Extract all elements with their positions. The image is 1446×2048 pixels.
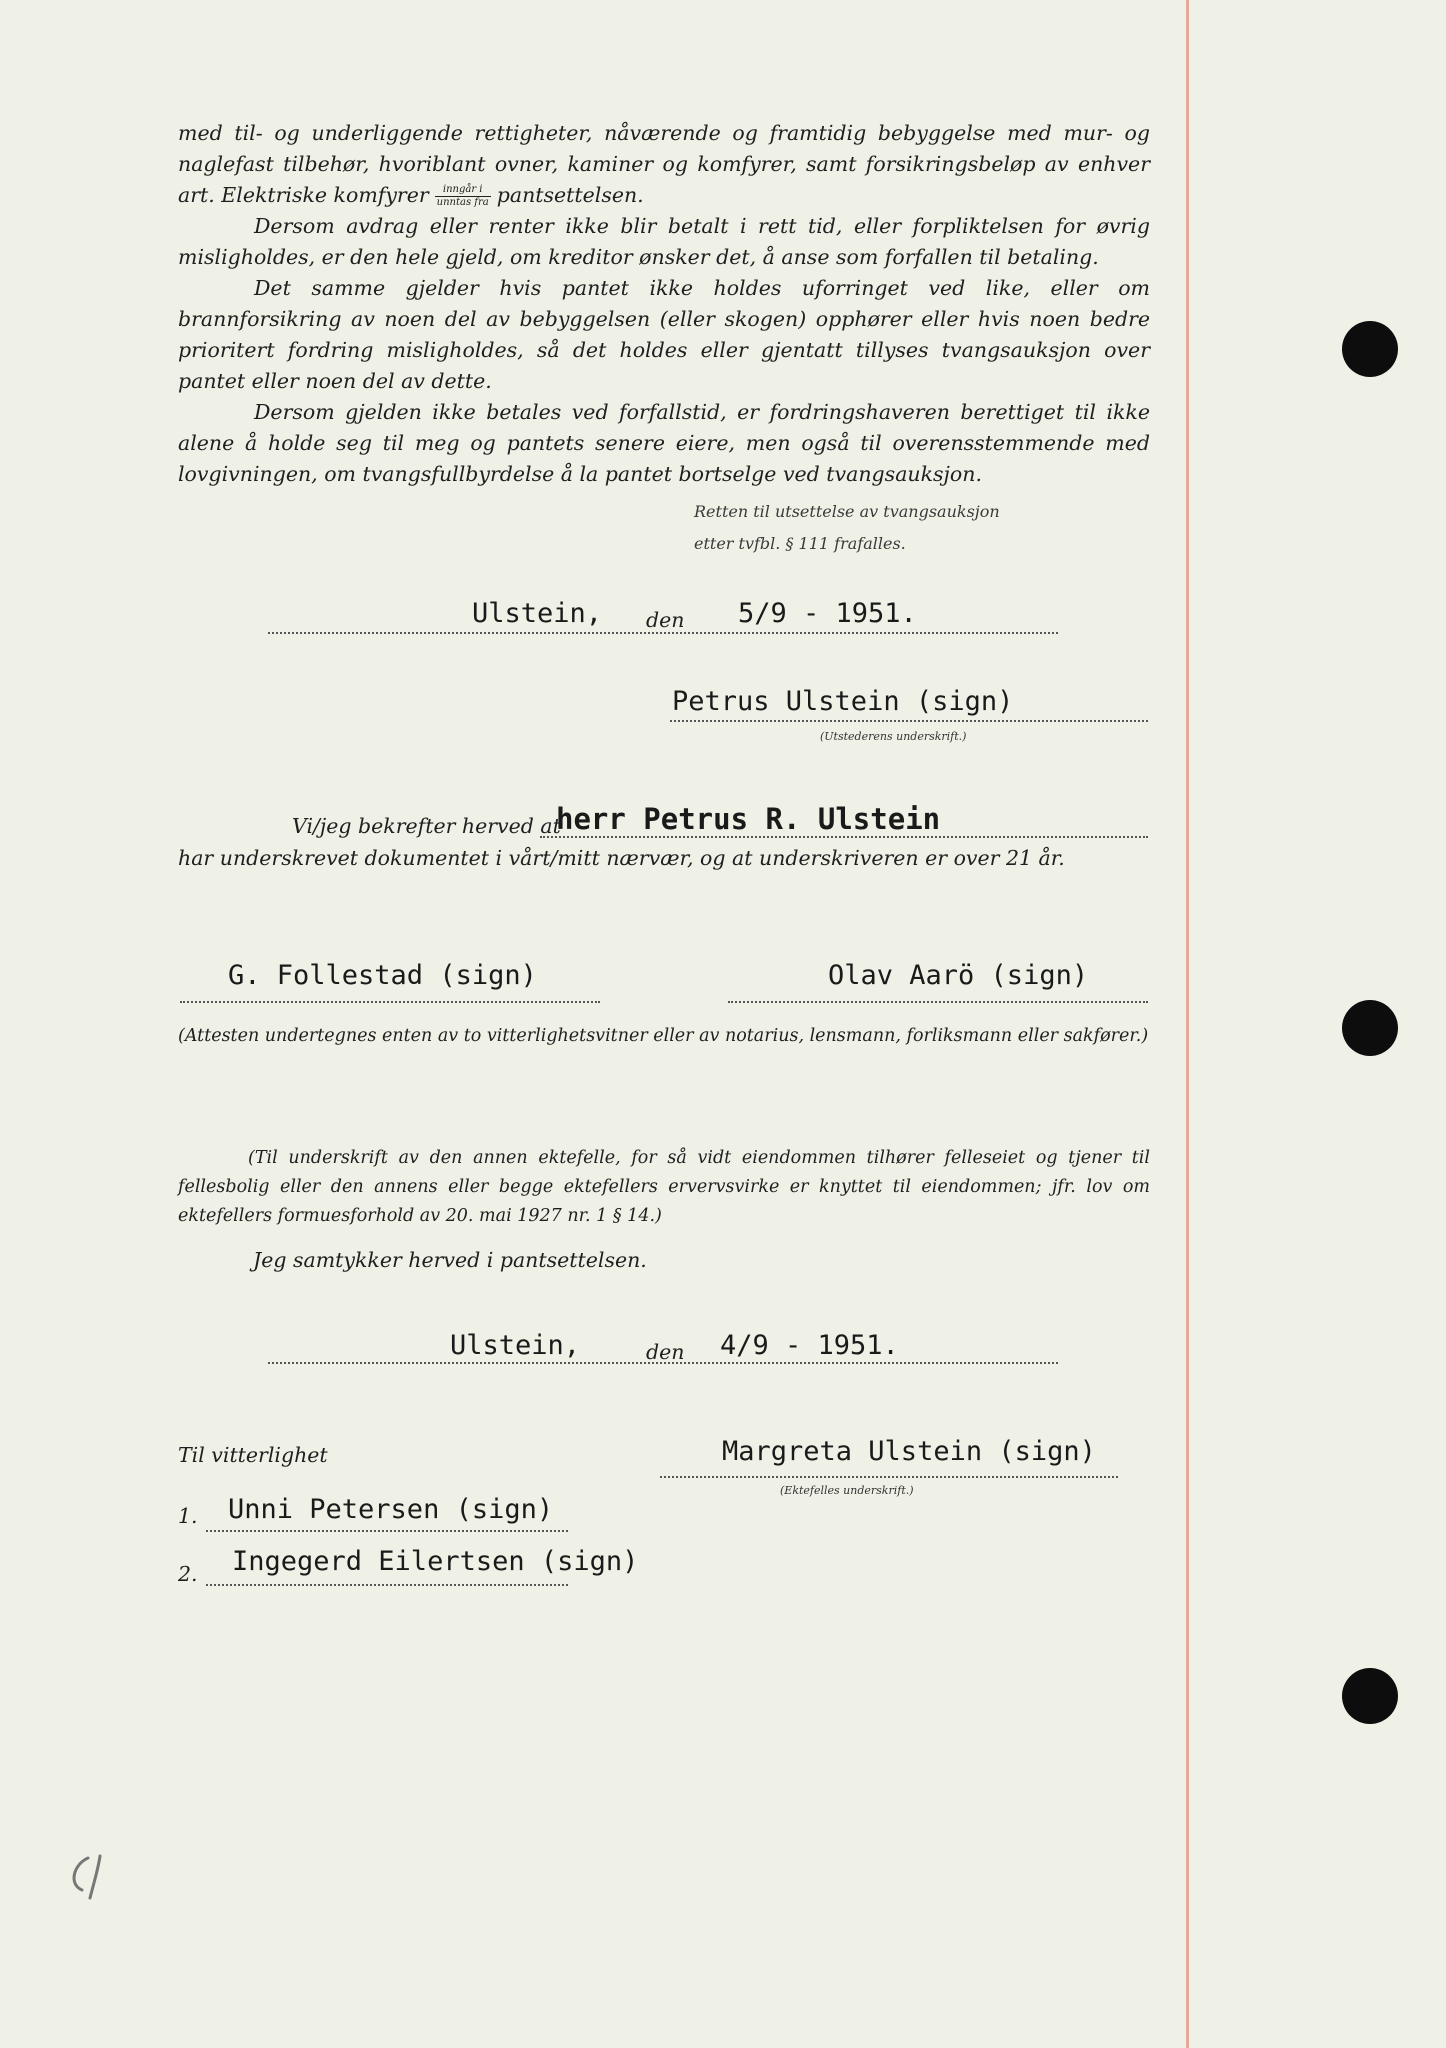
issue-place: Ulstein,	[472, 598, 603, 629]
attest-label: Til vitterlighet	[178, 1443, 328, 1467]
witness-2-number: 2.	[178, 1562, 198, 1586]
issuer-signature: Petrus Ulstein (sign)	[672, 686, 1014, 717]
spouse-caption: (Ektefelles underskrift.)	[780, 1484, 914, 1497]
terms-paragraph-1: med til- og underliggende rettigheter, nåværende og framtidig bebyggelse med mur- og naglefast tilbehør, hvoriblant ovner, kaminer og komfyrer, samt forsikringsbeløp av enhver art. Elektriske komfyrer	[178, 121, 1150, 207]
terms-paragraph-2: Dersom avdrag eller renter ikke blir betalt i rett tid, eller forpliktelsen for øvrig misligholdes, er den hele gjeld, om kreditor ønsker det, å anse som forfallen til betaling.	[178, 214, 1150, 269]
confirm-lead: Vi/jeg bekrefter herved at	[292, 814, 561, 838]
witness-left-signature: G. Follestad (sign)	[228, 960, 537, 991]
margin-pencil-mark	[60, 1846, 120, 1916]
witness-2-signature: Ingegerd Eilertsen (sign)	[232, 1546, 639, 1577]
issue2-line	[268, 1362, 1058, 1364]
confirm-rest: har underskrevet dokumentet i vårt/mitt nærvær, og at underskriveren er over 21 år.	[178, 846, 1065, 870]
punch-hole	[1342, 321, 1398, 377]
witness-note: (Attesten undertegnes enten av to vitterlighetsvitner eller av notarius, lensmann, forliksmann eller sakfører.)	[178, 1026, 1149, 1046]
issue-line	[268, 632, 1058, 634]
terms-text: med til- og underliggende rettigheter, nåværende og framtidig bebyggelse med mur- og naglefast tilbehør, hvoriblant ovner, kaminer og komfyrer, samt forsikringsbeløp av enhver art. Elektriske komfyrer $\frac{\text{inngår i}}{\text{unntas fra}}$ pantsettelsen. Dersom avdrag eller renter ikke blir betalt i rett tid, eller forpliktelsen for øvrig misligholdes, er den hele gjeld, om kreditor ønsker det, å anse som forfallen til betaling. Det samme gjelder hvis pantet ikke holdes uforringet ved like, eller om brannforsikring av noen del av bebyggelsen (eller skogen) opphører eller hvis noen bedre prioritert fordring misligholdes, så det holdes eller gjentatt tillyses tvangsauksjon over pantet eller noen del av dette. Dersom gjelden ikke betales ved forfallstid, er fordringshaveren berettiget til ikke alene å holde seg til meg og pantets senere eiere, men også til overensstemmende med lovgivningen, om tvangsfullbyrdelse å la pantet bortselge ved tvangsauksjon.	[178, 118, 1150, 490]
issue2-date: 4/9 - 1951.	[720, 1330, 899, 1361]
confirm-line	[540, 836, 1148, 838]
punch-hole	[1342, 1000, 1398, 1056]
witness-1-signature: Unni Petersen (sign)	[228, 1494, 554, 1525]
stamp-line-1: Retten til utsettelse av tvangsauksjon	[694, 502, 1000, 521]
issue2-place: Ulstein,	[450, 1330, 581, 1361]
witness-right-signature: Olav Aarö (sign)	[828, 960, 1089, 991]
witness-1-line	[206, 1530, 568, 1532]
witness-1-number: 1.	[178, 1504, 198, 1528]
issuer-caption: (Utstederens underskrift.)	[820, 730, 967, 743]
witness-left-line	[180, 1001, 600, 1003]
margin-rule	[1186, 0, 1189, 2048]
witness-right-line	[728, 1001, 1148, 1003]
issue-den-label: den	[646, 608, 685, 632]
spouse-note: (Til underskrift av den annen ektefelle, for så vidt eiendommen tilhører felleseiet og tjener til fellesbolig eller den annens eller begge ektefellers ervervsvirke er knyttet til eiendommen; jfr. lov om ektefellers formuesforhold av 20. mai 1927 nr. 1 § 14.)	[178, 1148, 1150, 1226]
witness-2-line	[206, 1584, 568, 1586]
komfyrer-fraction: $\frac{\text{inngår i}}{\text{unntas fra}}$	[436, 184, 489, 208]
pencil-scribble-icon	[60, 1846, 120, 1906]
stamp-line-2: etter tvfbl. § 111 frafalles.	[694, 534, 906, 553]
spouse-signature: Margreta Ulstein (sign)	[722, 1436, 1096, 1467]
issue-date: 5/9 - 1951.	[738, 598, 917, 629]
consent-text: Jeg samtykker herved i pantsettelsen.	[253, 1248, 647, 1272]
spouse-line	[660, 1476, 1118, 1478]
confirm-name: herr Petrus R. Ulstein	[556, 802, 941, 836]
issue2-den-label: den	[646, 1340, 685, 1364]
terms-paragraph-3: Det samme gjelder hvis pantet ikke holdes uforringet ved like, eller om brannforsikring av noen del av bebyggelsen (eller skogen) opphører eller hvis noen bedre prioritert fordring misligholdes, så det holdes eller gjentatt tillyses tvangsauksjon over pantet eller noen del av dette.	[178, 276, 1150, 393]
issuer-line	[670, 720, 1148, 722]
terms-paragraph-4: Dersom gjelden ikke betales ved forfallstid, er fordringshaveren berettiget til ikke alene å holde seg til meg og pantets senere eiere, men også til overensstemmende med lovgivningen, om tvangsfullbyrdelse å la pantet bortselge ved tvangsauksjon.	[178, 400, 1150, 486]
punch-hole	[1342, 1668, 1398, 1724]
